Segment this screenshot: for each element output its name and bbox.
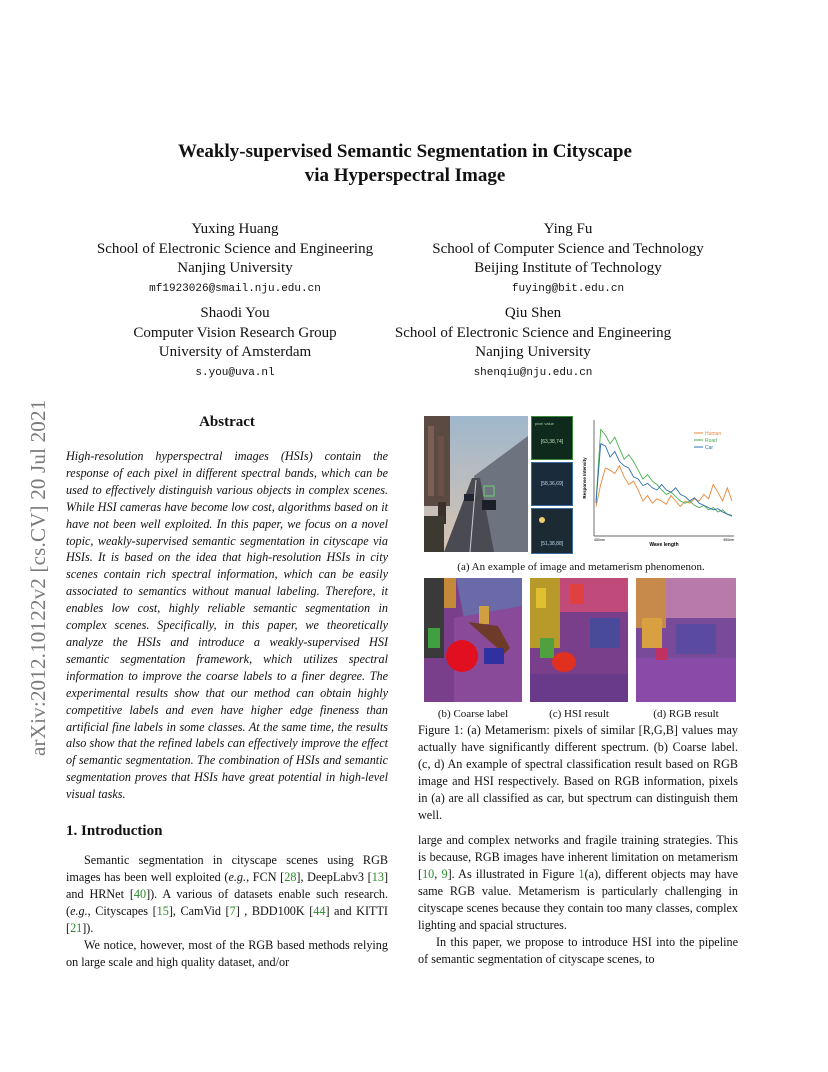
author-affiliation: School of Computer Science and Technology — [432, 240, 704, 257]
citation-link[interactable]: 28 — [284, 869, 297, 884]
spectral-patch-1 — [531, 416, 573, 460]
author-institution: Beijing Institute of Technology — [474, 260, 662, 276]
legend-car: Car — [705, 445, 714, 451]
author-affiliation: Computer Vision Research Group — [133, 324, 337, 341]
legend-road: Road — [705, 438, 717, 444]
paper-title — [90, 140, 720, 188]
intro-paragraph-2: We notice, however, most of the RGB based methods relying on large scale and high quality dataset, and/or — [66, 938, 388, 969]
author-email[interactable]: s.you@uva.nl — [195, 366, 275, 379]
citation-link[interactable]: 44 — [313, 903, 326, 918]
text-run: ]). A various of datasets enable such research. ( — [66, 886, 388, 918]
patch-caption: pixel value — [535, 421, 554, 426]
title-line-2: via Hyperspectral Image — [304, 165, 506, 186]
author-name: Ying Fu — [543, 221, 593, 237]
series-line-human — [596, 466, 732, 507]
text-run: ], CamVid [ — [168, 903, 230, 918]
intro-heading: 1. Introduction — [66, 823, 163, 839]
patch-rgb-label: [58,36,69] — [540, 481, 564, 487]
spectral-patch-2 — [531, 462, 573, 506]
abstract-heading: Abstract — [199, 414, 255, 430]
right-paragraph-2: In this paper, we propose to introduce HSI into the pipeline of semantic segmentation of cityscape scenes, to — [418, 935, 738, 966]
text-run: ]). — [82, 920, 94, 935]
legend-human: Human — [705, 431, 722, 437]
text-run: , Cityscapes [ — [87, 903, 157, 918]
spectral-patch-3 — [531, 508, 573, 554]
series-line-car — [596, 444, 732, 516]
spectral-chart-svg — [578, 416, 738, 552]
patch-rgb-label: [63,38,74] — [540, 439, 564, 445]
citation-link[interactable]: 7 — [229, 903, 236, 918]
rgb-result-image — [636, 578, 736, 702]
text-run: ] , BDD100K [ — [235, 903, 314, 918]
author-affiliation: School of Electronic Science and Engineering — [394, 324, 672, 341]
text-run: e.g. — [70, 903, 88, 918]
figure-subcaption-c: (c) HSI result — [549, 708, 609, 720]
text-run: large and complex networks and fragile training strategies. This is because, RGB images have inherent limitation on metamerism [ — [418, 833, 738, 881]
text-run: Semantic segmentation in cityscape scenes using RGB images has been well exploited ( — [66, 853, 388, 884]
chart-legend — [694, 431, 721, 451]
hsi-result-image — [530, 578, 628, 702]
author-name: Shaodi You — [200, 305, 270, 321]
text-run: , FCN [ — [246, 869, 285, 884]
author-block-3 — [70, 304, 400, 379]
scene-illustration — [424, 416, 528, 552]
text-run: ]. As illustrated in Figure — [447, 866, 579, 881]
x-end-tick-label: 950nm — [723, 538, 734, 542]
patch-marker-icon — [539, 517, 545, 523]
title-line-1: Weakly-supervised Semantic Segmentation in Cityscape — [178, 141, 632, 162]
coarse-label-image — [424, 578, 522, 702]
citation-link[interactable]: 15 — [156, 903, 169, 918]
text-run: ] and KITTI [ — [66, 903, 388, 935]
author-institution: Nanjing University — [475, 344, 591, 360]
citation-link[interactable]: 40 — [133, 886, 147, 901]
author-email[interactable]: fuying@bit.edu.cn — [511, 282, 625, 295]
abstract-text: High-resolution hyperspectral images (HSIs) contain the response of each pixel in different spectral bands, which can be used to effectively distinguish various objects in complex scenes. While HSI cameras have become low cost, algorithms based on it have not been well exploited. In this paper, we focus on a novel topic, weakly-supervised semantic segmentation in cityscape via HSIs. It is based on the idea that high-resolution HSIs in city scenes contain rich spectral information, which can be easily associated to semantics without manual labeling. Therefore, it enables low cost, highly reliable semantic segmentation in complex scenes. Specifically, in this paper, we theoretically analyze the HSIs and introduce a weakly-supervised HSI semantic segmentation framework, which utilizes spectral information to improve the coarse labels to a finer degree. The experimental results show that our method can obtain highly competitive labels and even have higher edge fineness than artificial fine labels in some classes. At the same time, the results also show that the refined labels can effectively improve the effect of semantic segmentation. The combination of HSIs and semantic segmentation proves that HSIs have great potential in high-level visual tasks. — [66, 449, 388, 802]
figure-caption: Figure 1: (a) Metamerism: pixels of similar [R,G,B] values may actually have significantly different spectrum. (b) Coarse label. (c, d) An example of spectral classification result based on RGB image and HSI respectively. Based on RGB information, pixels in (a) are all classified as car, but spectrum can distinguish them well. — [418, 723, 738, 822]
hsi-result-map — [530, 578, 628, 702]
author-block-4 — [380, 304, 686, 379]
x-axis-label: Wave length — [649, 542, 679, 548]
text-run: ] and HRNet [ — [66, 869, 388, 901]
text-run: e.g. — [228, 869, 247, 884]
patch-rgb-label: [51,38,88] — [540, 541, 564, 547]
text-run: , — [434, 866, 442, 881]
citation-link[interactable]: 1 — [578, 866, 585, 881]
author-name: Qiu Shen — [504, 305, 562, 321]
author-institution: University of Amsterdam — [158, 344, 312, 360]
text-run: ], DeepLabv3 [ — [296, 869, 372, 884]
spectral-chart — [578, 416, 738, 552]
arxiv-side-stamp — [18, 300, 58, 760]
figure-subcaption-b: (b) Coarse label — [437, 708, 509, 720]
y-axis-label: Response Intensity — [582, 457, 587, 499]
intro-paragraph-1 — [66, 852, 388, 937]
x-start-tick-label: 450nm — [594, 538, 605, 542]
author-name: Yuxing Huang — [191, 221, 279, 237]
figure-subcaption-d: (d) RGB result — [653, 708, 719, 720]
author-institution: Nanjing University — [177, 260, 293, 276]
text-run: (a), different objects may have same RGB value. Metamerism is particularly challenging in cityscape scenes because they contain too many classes, complex lighting and spacial structures. — [418, 866, 739, 932]
author-email[interactable]: mf1923026@smail.nju.edu.cn — [149, 282, 321, 295]
citation-link[interactable]: 13 — [371, 869, 384, 884]
coarse-label-map — [424, 578, 522, 702]
right-paragraph-1 — [418, 832, 738, 933]
citation-link[interactable]: 10 — [422, 866, 435, 881]
arxiv-stamp-text: arXiv:2012.10122v2 [cs.CV] 20 Jul 2021 — [26, 399, 50, 756]
author-affiliation: School of Electronic Science and Engineering — [96, 240, 374, 257]
author-block-2 — [400, 220, 736, 295]
author-block-1 — [70, 220, 400, 295]
author-email[interactable]: shenqiu@nju.edu.cn — [473, 366, 593, 379]
citation-link[interactable]: 9 — [441, 866, 448, 881]
figure-scene-image — [424, 416, 528, 552]
citation-link[interactable]: 21 — [70, 920, 83, 935]
figure-subcaption-a: (a) An example of image and metamerism phenomenon. — [457, 561, 705, 573]
rgb-result-map — [636, 578, 736, 702]
